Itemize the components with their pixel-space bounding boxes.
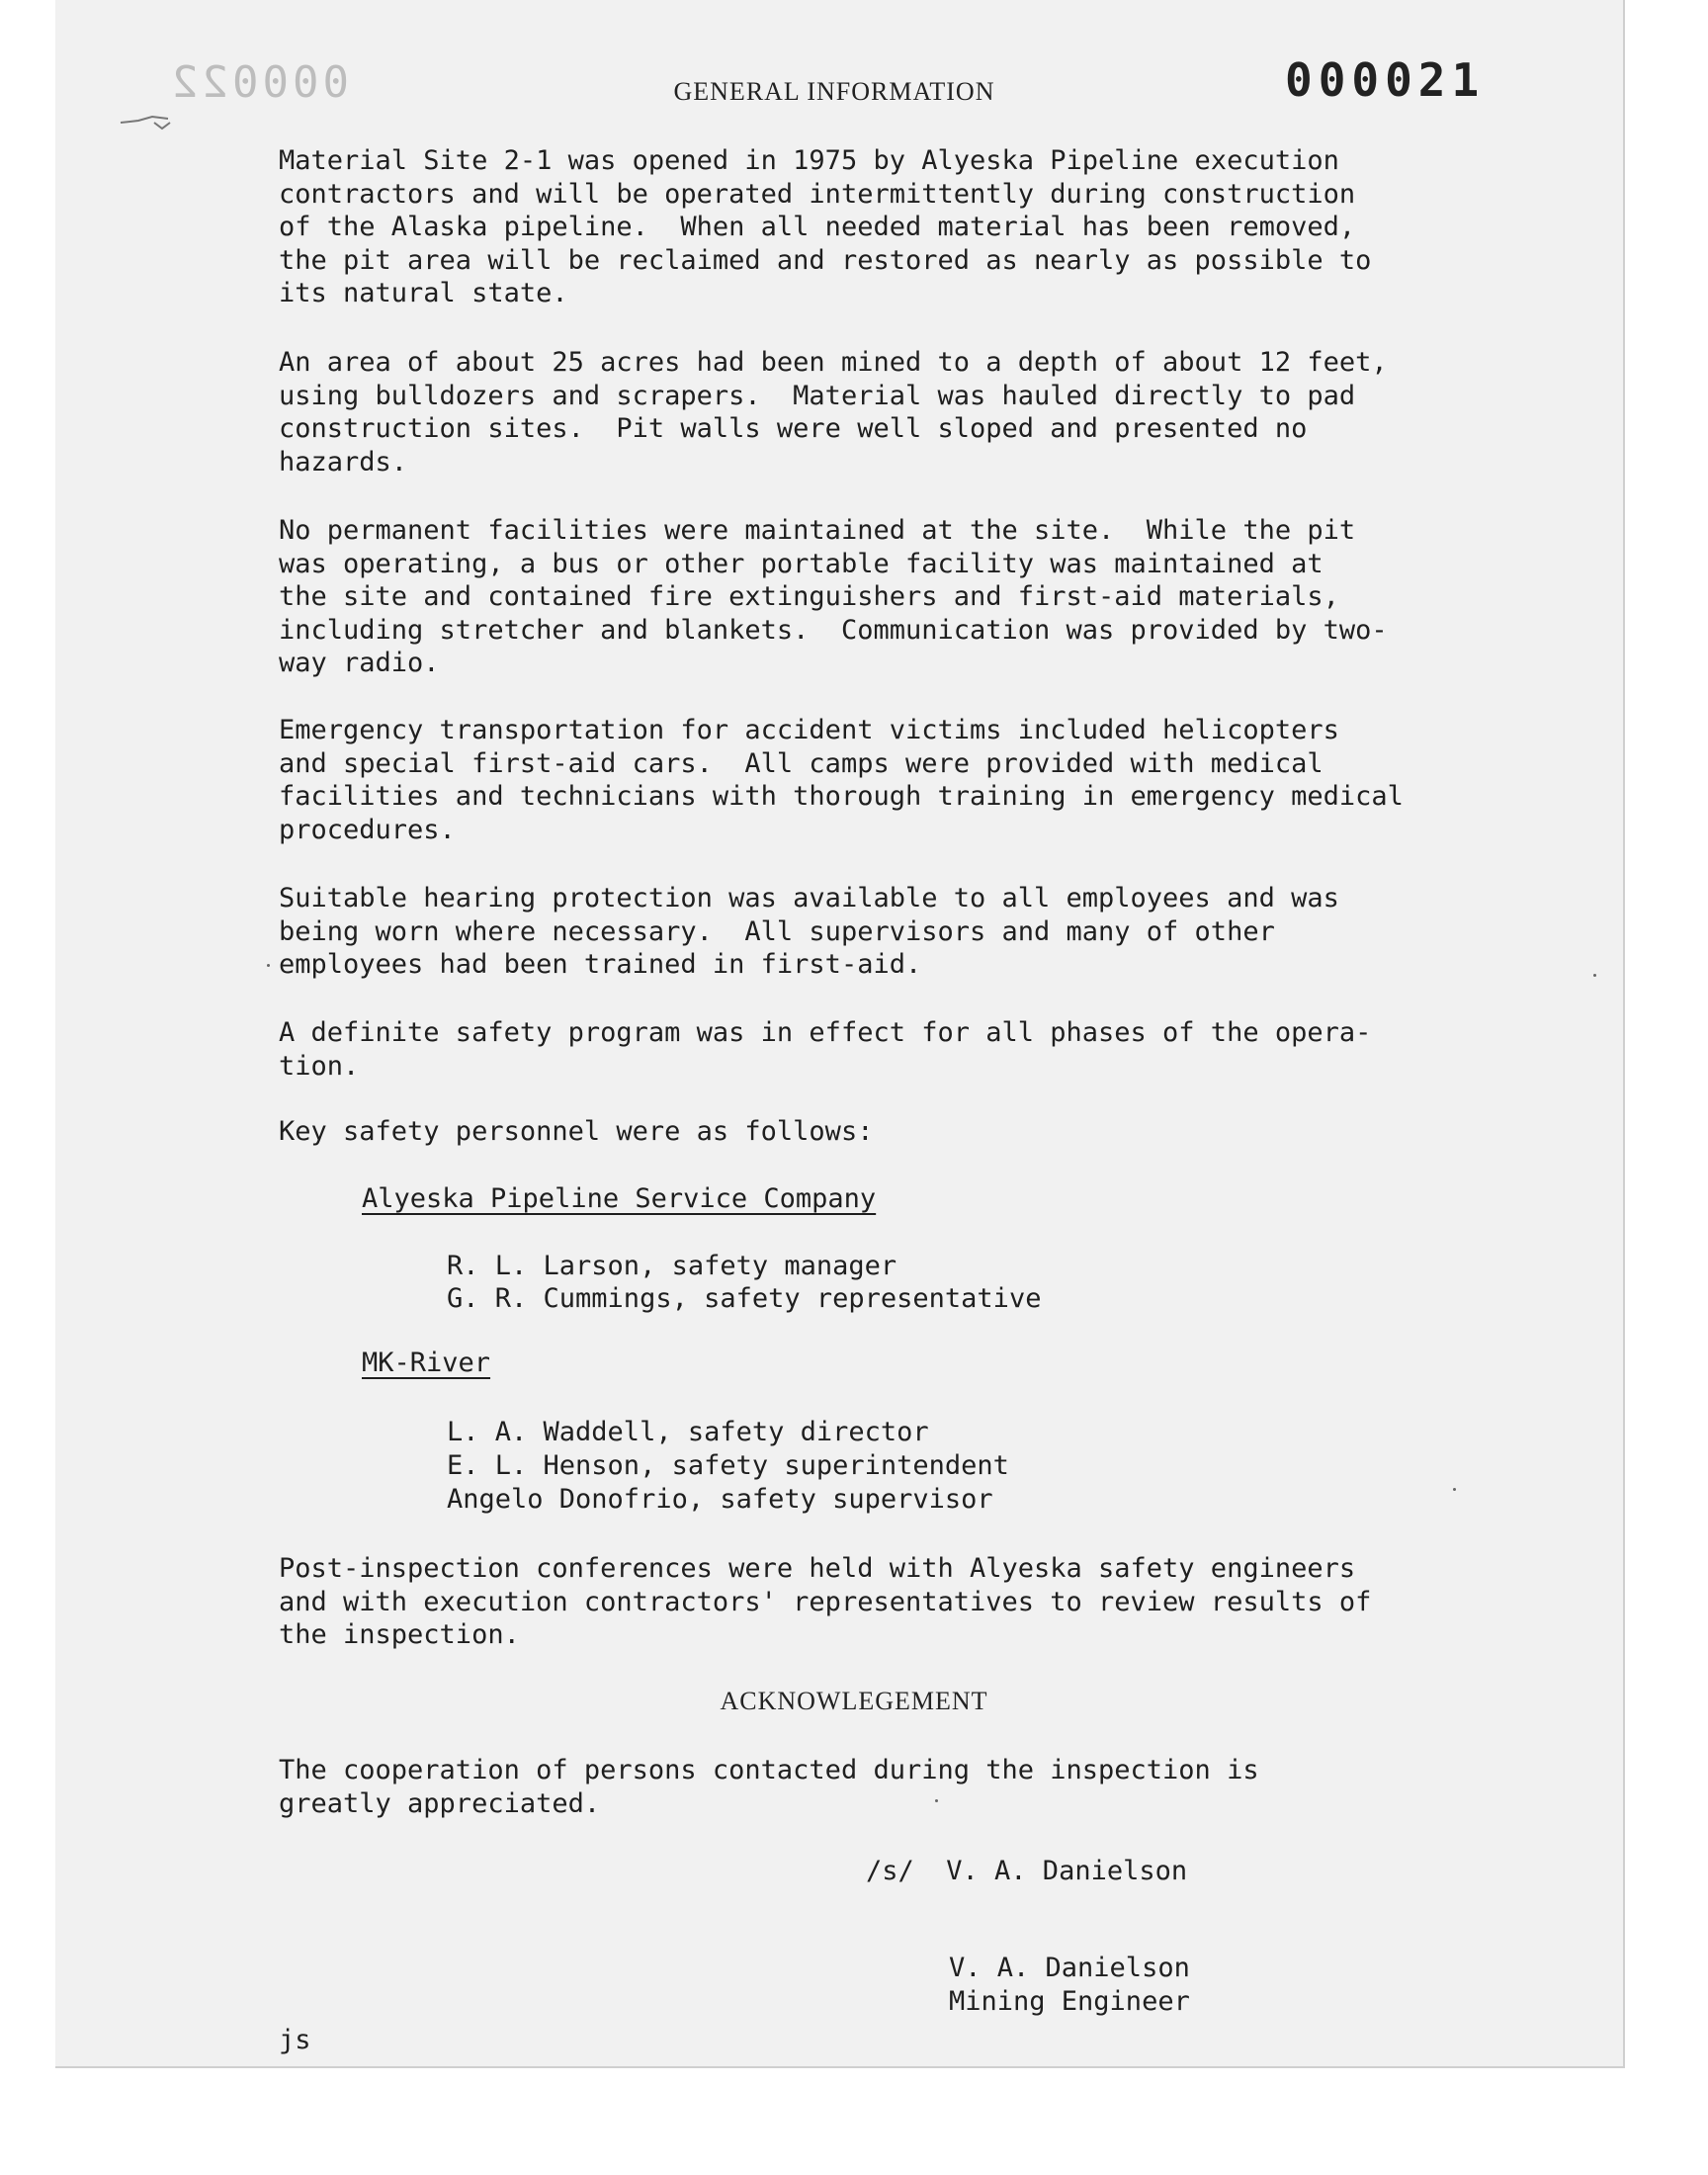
page-number: 000021	[1285, 53, 1486, 107]
typist-initials: js	[279, 2025, 311, 2055]
signer-name: V. A. Danielson	[949, 1953, 1190, 1983]
personnel-entry: R. L. Larson, safety manager	[447, 1251, 897, 1281]
ink-smudge	[119, 109, 188, 130]
bleed-through-page-number: 000022	[168, 57, 349, 108]
company-heading-mk-river: MK-River	[362, 1348, 491, 1378]
paragraph-acknowledgement: The cooperation of persons contacted during the inspection is greatly appreciated.	[279, 1755, 1259, 1819]
paragraph-hearing-protection: Suitable hearing protection was available to all employees and was being worn where necessary. All supervisors and many of other employees had been trained in first-aid.	[279, 883, 1339, 980]
dust-speck	[1593, 974, 1596, 977]
paragraph-emergency-transportation: Emergency transportation for accident victims included helicopters and special first-aid cars. All camps were provided with medical facilities and technicians with thorough training in emergency medical procedures.	[279, 715, 1404, 845]
dust-speck	[1453, 1488, 1456, 1491]
signer-title: Mining Engineer	[949, 1986, 1190, 2017]
personnel-entry: L. A. Waddell, safety director	[447, 1417, 929, 1447]
paragraph-post-inspection: Post-inspection conferences were held with Alyeska safety engineers and with execution contractors' representatives to review results of the inspection.	[279, 1553, 1372, 1650]
personnel-entry: G. R. Cummings, safety representative	[447, 1283, 1042, 1314]
personnel-entry: Angelo Donofrio, safety supervisor	[447, 1484, 993, 1515]
personnel-entry: E. L. Henson, safety superintendent	[447, 1450, 1009, 1481]
paragraph-material-site: Material Site 2-1 was opened in 1975 by Alyeska Pipeline execution contractors and will be operated intermittently during construction of the Alaska pipeline. When all needed material has been removed, the pit area will be reclaimed and restored as nearly as possible to its natural state.	[279, 145, 1372, 308]
paragraph-safety-program: A definite safety program was in effect for all phases of the opera- tion.	[279, 1017, 1372, 1082]
company-heading-alyeska: Alyeska Pipeline Service Company	[362, 1183, 877, 1214]
signature-line: /s/ V. A. Danielson	[866, 1856, 1188, 1886]
dust-speck	[935, 1799, 938, 1802]
section-heading-acknowledgement: ACKNOWLEGEMENT	[720, 1687, 988, 1715]
paragraph-facilities: No permanent facilities were maintained at the site. While the pit was operating, a bus or other portable facility was maintained at the site and contained fire extinguishers and first-aid materials, including stretcher and blankets. Communication was provided by two- way radio.	[279, 515, 1388, 678]
section-heading-general-information: GENERAL INFORMATION	[673, 77, 995, 106]
paragraph-key-personnel-intro: Key safety personnel were as follows:	[279, 1116, 874, 1147]
dust-speck	[267, 964, 270, 967]
paragraph-mining-area: An area of about 25 acres had been mined to a depth of about 12 feet, using bulldozers and scrapers. Material was hauled directly to pad construction sites. Pit walls were well sloped and presented no hazards.	[279, 347, 1388, 478]
